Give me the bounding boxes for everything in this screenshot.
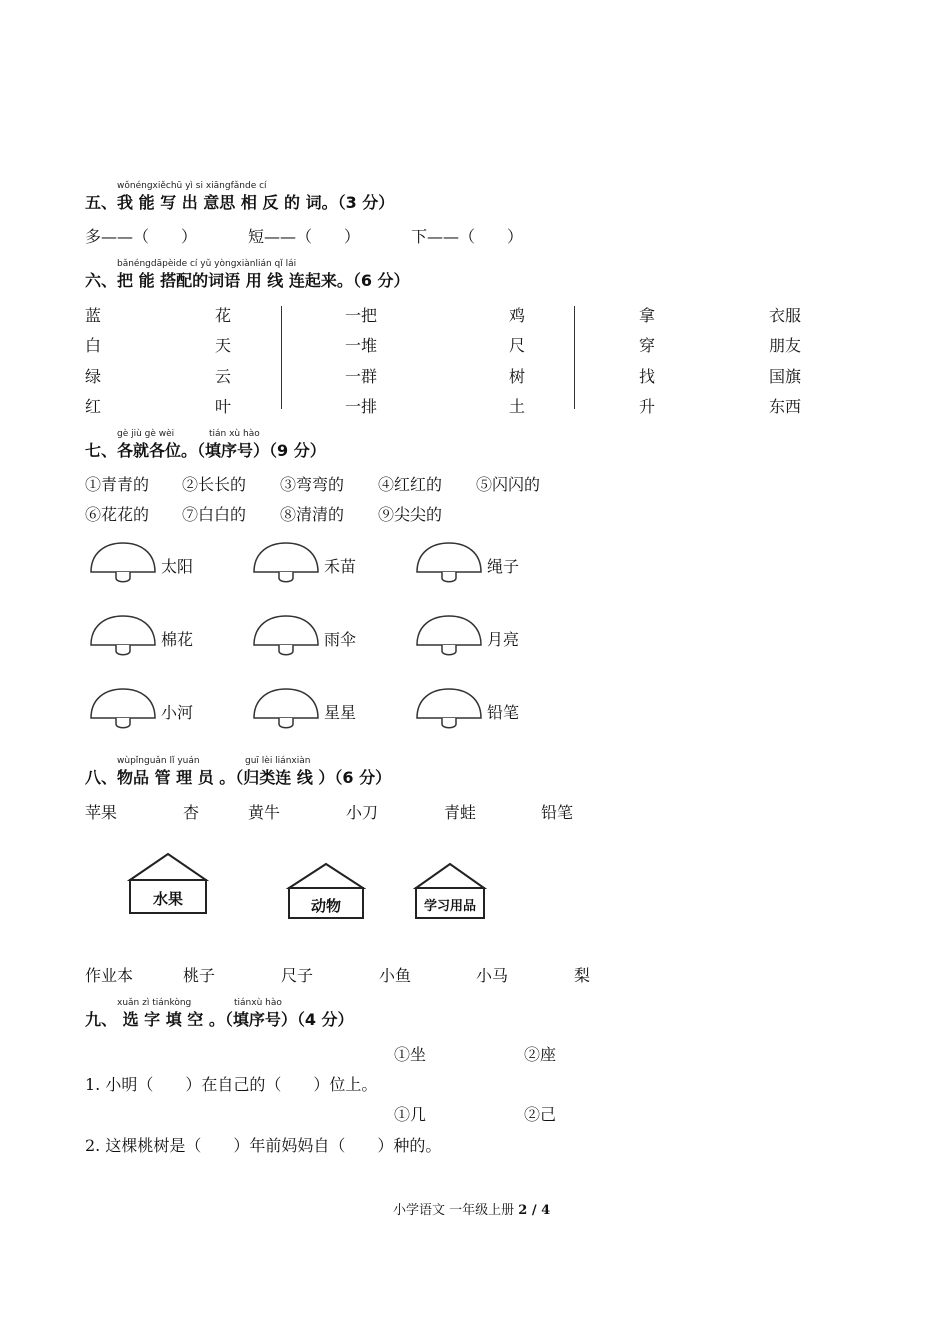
sec7-title: 七、各就各位。（填序号）（9 分） <box>85 441 326 460</box>
mushroom-label: 雨伞 <box>324 630 357 649</box>
sec9-question-2: 2. 这棵桃树是（ ）年前妈妈自（ ）种的。 <box>85 1136 442 1155</box>
mushroom-icon <box>414 540 484 585</box>
sec8-top-item: 青蛙 <box>444 803 477 822</box>
sec8-bottom-item: 尺子 <box>281 966 314 985</box>
mushroom-icon <box>251 613 321 658</box>
sec6-g1-left: 绿 <box>85 367 102 386</box>
mushroom-label: 禾苗 <box>324 557 357 576</box>
sec5-item: 下——（ ） <box>411 227 524 246</box>
mushroom-icon <box>414 686 484 731</box>
sec7-option: ③弯弯的 <box>280 475 345 494</box>
mushroom-icon <box>414 613 484 658</box>
sec7-pinyin: gè jiù gè wèi <box>117 429 175 439</box>
sec7-option: ⑥花花的 <box>85 505 150 524</box>
sec7-option: ⑤闪闪的 <box>476 475 541 494</box>
sec5-item: 多——（ ） <box>85 227 198 246</box>
sec9-pinyin: xuǎn zì tiánkòng <box>117 998 192 1008</box>
sec8-bottom-item: 桃子 <box>183 966 216 985</box>
sec6-g2-left: 一排 <box>345 397 378 416</box>
sec9-question-1: 1. 小明（ ）在自己的（ ）位上。 <box>85 1075 378 1094</box>
mushroom-label: 小河 <box>161 703 194 722</box>
sec6-g3-left: 拿 <box>639 306 656 325</box>
sec9-title: 九、 选 字 填 空 。（填序号）（4 分） <box>85 1010 354 1029</box>
sec8-bottom-item: 小马 <box>476 966 509 985</box>
sec6-g3-left: 穿 <box>639 336 656 355</box>
house-label-stationery: 学习用品 <box>423 899 476 914</box>
sec7-option: ②长长的 <box>182 475 247 494</box>
sec6-g3-right: 国旗 <box>769 367 802 386</box>
sec6-g3-left: 升 <box>639 397 656 416</box>
sec8-bottom-item: 小鱼 <box>379 966 412 985</box>
sec8-title: 八、物品 管 理 员 。（归类连 线 ）（6 分） <box>85 768 392 787</box>
sec6-g3-right: 朋友 <box>769 336 802 355</box>
sec8-bottom-item: 作业本 <box>85 966 134 985</box>
footer-title: 小学语文 一年级上册 <box>393 1203 515 1218</box>
sec8-pinyin: wùpǐnguǎn lǐ yuán <box>117 756 200 766</box>
mushroom-icon <box>251 686 321 731</box>
sec6-g1-left: 红 <box>85 397 102 416</box>
mushroom-label: 月亮 <box>487 630 520 649</box>
sec8-top-item: 小刀 <box>346 803 379 822</box>
sec8-pinyin: guī lèi liánxiàn <box>245 756 311 766</box>
sec6-g1-right: 叶 <box>215 397 232 416</box>
sec8-top-item: 铅笔 <box>541 803 574 822</box>
divider-line <box>281 306 282 409</box>
sec7-option: ①青青的 <box>85 475 150 494</box>
sec6-g2-right: 土 <box>509 397 526 416</box>
sec6-title: 六、把 能 搭配的词语 用 线 连起来。（6 分） <box>85 271 410 290</box>
sec9-q1-option: ①坐 <box>394 1045 427 1064</box>
mushroom-label: 铅笔 <box>487 703 520 722</box>
sec6-g2-left: 一堆 <box>345 336 378 355</box>
sec5-pinyin: wǒnéngxiěchū yì si xiāngfǎnde cí <box>117 181 267 191</box>
sec7-option: ⑨尖尖的 <box>378 505 443 524</box>
sec6-g1-left: 白 <box>85 336 102 355</box>
sec7-option: ⑧清清的 <box>280 505 345 524</box>
sec6-pinyin: bǎnéngdāpèide cí yǔ yòngxiànlián qǐ lái <box>117 259 297 269</box>
house-label-animal: 动物 <box>310 897 341 915</box>
sec5-item: 短——（ ） <box>248 227 361 246</box>
sec5-title: 五、我 能 写 出 意思 相 反 的 词。（3 分） <box>85 193 395 212</box>
mushroom-label: 星星 <box>324 703 357 722</box>
sec6-g1-right: 花 <box>215 306 232 325</box>
sec9-q1-option: ②座 <box>524 1045 557 1064</box>
mushroom-label: 绳子 <box>487 557 520 576</box>
sec8-bottom-item: 梨 <box>574 966 591 985</box>
sec6-g2-left: 一群 <box>345 367 378 386</box>
sec6-g3-right: 东西 <box>769 397 802 416</box>
sec8-top-item: 苹果 <box>85 803 118 822</box>
sec7-pinyin: tián xù hào <box>209 429 260 439</box>
sec6-g3-right: 衣服 <box>769 306 802 325</box>
sec9-pinyin: tiánxù hào <box>234 998 282 1008</box>
sec8-top-item: 黄牛 <box>248 803 281 822</box>
sec7-option: ④红红的 <box>378 475 443 494</box>
sec6-g2-left: 一把 <box>345 306 378 325</box>
house-label-fruit: 水果 <box>152 890 183 908</box>
mushroom-label: 棉花 <box>161 630 194 649</box>
mushroom-icon <box>251 540 321 585</box>
footer-text <box>393 1199 550 1218</box>
sec9-q2-option: ②己 <box>524 1105 557 1124</box>
sec6-g3-left: 找 <box>639 367 656 386</box>
mushroom-label: 太阳 <box>161 557 194 576</box>
sec9-q2-option: ①几 <box>394 1105 427 1124</box>
sec7-option: ⑦白白的 <box>182 505 247 524</box>
divider-line <box>574 306 575 409</box>
sec8-top-item: 杏 <box>183 803 200 822</box>
page-number: 2 / 4 <box>518 1203 551 1218</box>
sec6-g2-right: 树 <box>509 367 526 386</box>
mushroom-icon <box>88 613 158 658</box>
mushroom-icon <box>88 540 158 585</box>
sec6-g1-right: 天 <box>215 336 232 355</box>
mushroom-icon <box>88 686 158 731</box>
sec6-g2-right: 鸡 <box>509 306 526 325</box>
sec6-g1-right: 云 <box>215 367 232 386</box>
sec6-g2-right: 尺 <box>509 336 526 355</box>
sec6-g1-left: 蓝 <box>85 306 102 325</box>
